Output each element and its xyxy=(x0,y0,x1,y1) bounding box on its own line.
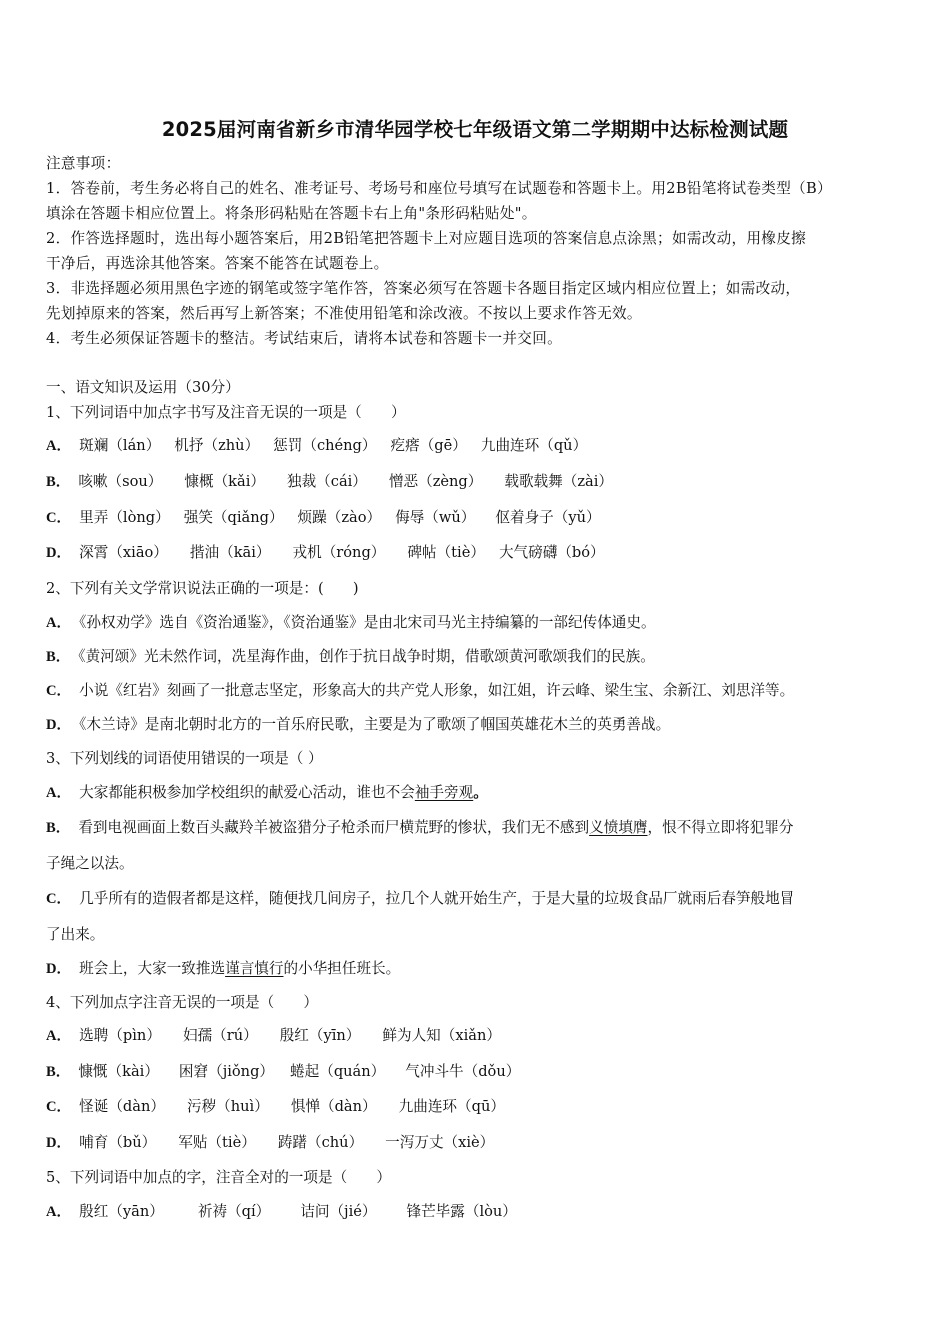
q3-option-d xyxy=(46,957,400,978)
underlined-phrase: 雨后春笋 xyxy=(692,890,751,907)
question-5-stem: 5、下列词语中加点的字，注音全对的一项是（ ） xyxy=(46,1169,391,1186)
underlined-phrase: 义愤填膺 xyxy=(589,819,648,836)
page-title: 2025届河南省新乡市清华园学校七年级语文第二学期期中达标检测试题 xyxy=(161,118,789,141)
notice-line: 2．作答选择题时，选出每小题答案后，用2B铅笔把答题卡上对应题目选项的答案信息点涂黑；如需改动，用橡皮擦 xyxy=(46,230,806,247)
word-item: 独裁（cái） xyxy=(286,473,367,490)
underlined-phrase: 谨言慎行 xyxy=(225,960,284,977)
word-item: 污秽（huì） xyxy=(186,1098,269,1115)
word-item: 载歌载舞（zài） xyxy=(504,473,613,490)
question-3-stem: 3、下列划线的词语使用错误的一项是（ ） xyxy=(46,750,323,767)
word-item: 哺育（bǔ） xyxy=(79,1134,157,1151)
word-item: 怪诞（dàn） xyxy=(79,1098,165,1115)
option-label: C． xyxy=(46,891,72,907)
notice-line: 4．考生必须保证答题卡的整洁。考试结束后，请将本试卷和答题卡一并交回。 xyxy=(46,330,562,347)
option-text: 小说《红岩》刻画了一批意志坚定，形象高大的共产党人形象，如江姐，许云峰、梁生宝、余新江、刘思洋等。 xyxy=(79,682,795,699)
option-label: B． xyxy=(46,820,71,836)
word-item: 蜷起（quán） xyxy=(290,1063,386,1080)
word-item: 诘问（jié） xyxy=(300,1203,377,1220)
word-item: 九曲连环（qū） xyxy=(398,1098,505,1115)
option-label: A． xyxy=(46,785,72,801)
word-item: 妇孺（rú） xyxy=(182,1027,258,1044)
word-item: 惧惮（dàn） xyxy=(290,1098,377,1115)
word-item: 九曲连环（qǔ） xyxy=(480,437,588,454)
word-item: 机抒（zhù） xyxy=(174,437,260,454)
q5-option-a xyxy=(46,1200,517,1221)
option-text: 大家都能积极参加学校组织的献爱心活动，谁也不会 xyxy=(79,784,415,801)
q2-option-a xyxy=(46,611,656,632)
word-item: 大气磅礴（bó） xyxy=(498,544,605,561)
option-text: 《木兰诗》是南北朝时北方的一首乐府民歌，主要是为了歌颂了帼国英雄花木兰的英勇善战。 xyxy=(79,716,671,733)
word-item: 惩罚（chéng） xyxy=(273,437,377,454)
option-text: ，恨不得立即将犯罪分 xyxy=(647,819,794,836)
question-1-stem: 1、下列词语中加点字书写及注音无误的一项是（ ） xyxy=(46,404,406,421)
option-label: B． xyxy=(46,1064,71,1080)
word-item: 深霄（xiāo） xyxy=(79,544,168,561)
option-text: 般地冒 xyxy=(750,890,795,907)
q3-option-b-cont: 子绳之以法。 xyxy=(46,855,134,872)
word-item: 疙瘩（gē） xyxy=(390,437,467,454)
option-text: 几乎所有的造假者都是这样，随便找几间房子，拉几个人就开始生产，于是大量的垃圾食品厂就 xyxy=(79,890,693,907)
option-label: A． xyxy=(46,1204,72,1220)
word-item: 揩油（kāi） xyxy=(189,544,271,561)
notice-line: 干净后，再选涂其他答案。答案不能答在试题卷上。 xyxy=(46,255,389,272)
word-item: 慷概（kǎi） xyxy=(184,473,265,490)
option-label: D． xyxy=(46,961,72,977)
q3-option-c-cont: 了出来。 xyxy=(46,926,105,943)
word-item: 祈祷（qí） xyxy=(197,1203,271,1220)
word-item: 斑斓（lán） xyxy=(79,437,161,454)
q4-option-c xyxy=(46,1095,505,1116)
option-label: A． xyxy=(46,438,72,454)
word-item: 烦躁（zào） xyxy=(297,509,382,526)
word-item: 一泻万丈（xiè） xyxy=(385,1134,495,1151)
option-label: A． xyxy=(46,1028,72,1044)
word-item: 鲜为人知（xiǎn） xyxy=(382,1027,501,1044)
option-label: A． xyxy=(46,615,72,631)
word-item: 戎机（róng） xyxy=(292,544,386,561)
option-label: C． xyxy=(46,683,72,699)
word-item: 碑帖（tiè） xyxy=(407,544,485,561)
word-item: 伛着身子（yǔ） xyxy=(495,509,601,526)
q4-option-a xyxy=(46,1024,501,1045)
q2-option-c xyxy=(46,679,794,700)
word-item: 里弄（lòng） xyxy=(79,509,170,526)
q1-option-c xyxy=(46,506,601,527)
q4-option-b xyxy=(46,1060,520,1081)
option-label: B． xyxy=(46,474,71,490)
q3-option-c xyxy=(46,887,794,908)
word-item: 气冲斗牛（dǒu） xyxy=(405,1063,521,1080)
option-text: 的小华担任班长。 xyxy=(283,960,401,977)
q3-option-a xyxy=(46,781,488,802)
notice-line: 1．答卷前，考生务必将自己的姓名、准考证号、考场号和座位号填写在试题卷和答题卡上。用2B铅笔将试卷类型（B） xyxy=(46,180,832,197)
q4-option-d xyxy=(46,1131,494,1152)
option-label: D． xyxy=(46,717,72,733)
word-item: 强笑（qiǎng） xyxy=(183,509,284,526)
option-text: 看到电视画面上数百头藏羚羊被盗猎分子枪杀而尸横荒野的惨状，我们无不感到 xyxy=(78,819,590,836)
option-text: 《黄河颂》光未然作词，冼星海作曲，创作于抗日战争时期，借歌颂黄河歌颂我们的民族。 xyxy=(78,648,655,665)
word-item: 侮辱（wǔ） xyxy=(395,509,476,526)
question-4-stem: 4、下列加点字注音无误的一项是（ ） xyxy=(46,994,318,1011)
q1-option-b xyxy=(46,470,613,491)
option-label: D． xyxy=(46,1135,72,1151)
option-text: 。 xyxy=(473,784,488,801)
option-text: 《孙权劝学》选自《资治通鉴》，《资治通鉴》是由北宋司马光主持编纂的一部纪传体通史。 xyxy=(79,614,656,631)
option-label: C． xyxy=(46,1099,72,1115)
underlined-phrase: 袖手旁观 xyxy=(414,784,474,801)
word-item: 锋芒毕露（lòu） xyxy=(406,1203,517,1220)
option-label: C． xyxy=(46,510,72,526)
word-item: 殷红（yān） xyxy=(79,1203,164,1220)
q1-option-d xyxy=(46,541,605,562)
option-label: B． xyxy=(46,649,71,665)
q2-option-d xyxy=(46,713,670,734)
option-text: 班会上，大家一致推选 xyxy=(79,960,226,977)
word-item: 踌躇（chú） xyxy=(277,1134,364,1151)
word-item: 困窘（jiǒng） xyxy=(178,1063,275,1080)
notice-heading: 注意事项： xyxy=(46,155,121,172)
notice-line: 填涂在答题卡相应位置上。将条形码粘贴在答题卡右上角"条形码粘贴处"。 xyxy=(46,205,537,222)
question-2-stem: 2、下列有关文学常识说法正确的一项是：( ) xyxy=(46,580,359,597)
q1-option-a xyxy=(46,434,587,455)
option-label: D． xyxy=(46,545,72,561)
q3-option-b xyxy=(46,816,793,837)
word-item: 慷慨（kài） xyxy=(78,1063,159,1080)
word-item: 选聘（pìn） xyxy=(79,1027,161,1044)
notice-line: 3．非选择题必须用黑色字迹的钢笔或签字笔作答，答案必须写在答题卡各题目指定区域内相应位置上；如需改动， xyxy=(46,280,801,297)
word-item: 憎恶（zèng） xyxy=(388,473,483,490)
notice-line: 先划掉原来的答案，然后再写上新答案；不准使用铅笔和涂改液。不按以上要求作答无效。 xyxy=(46,305,642,322)
q2-option-b xyxy=(46,645,655,666)
word-item: 殷红（yīn） xyxy=(279,1027,361,1044)
word-item: 军贴（tiè） xyxy=(178,1134,256,1151)
section-heading: 一、语文知识及运用（30分） xyxy=(46,379,240,396)
word-item: 咳嗽（sou） xyxy=(78,473,163,490)
